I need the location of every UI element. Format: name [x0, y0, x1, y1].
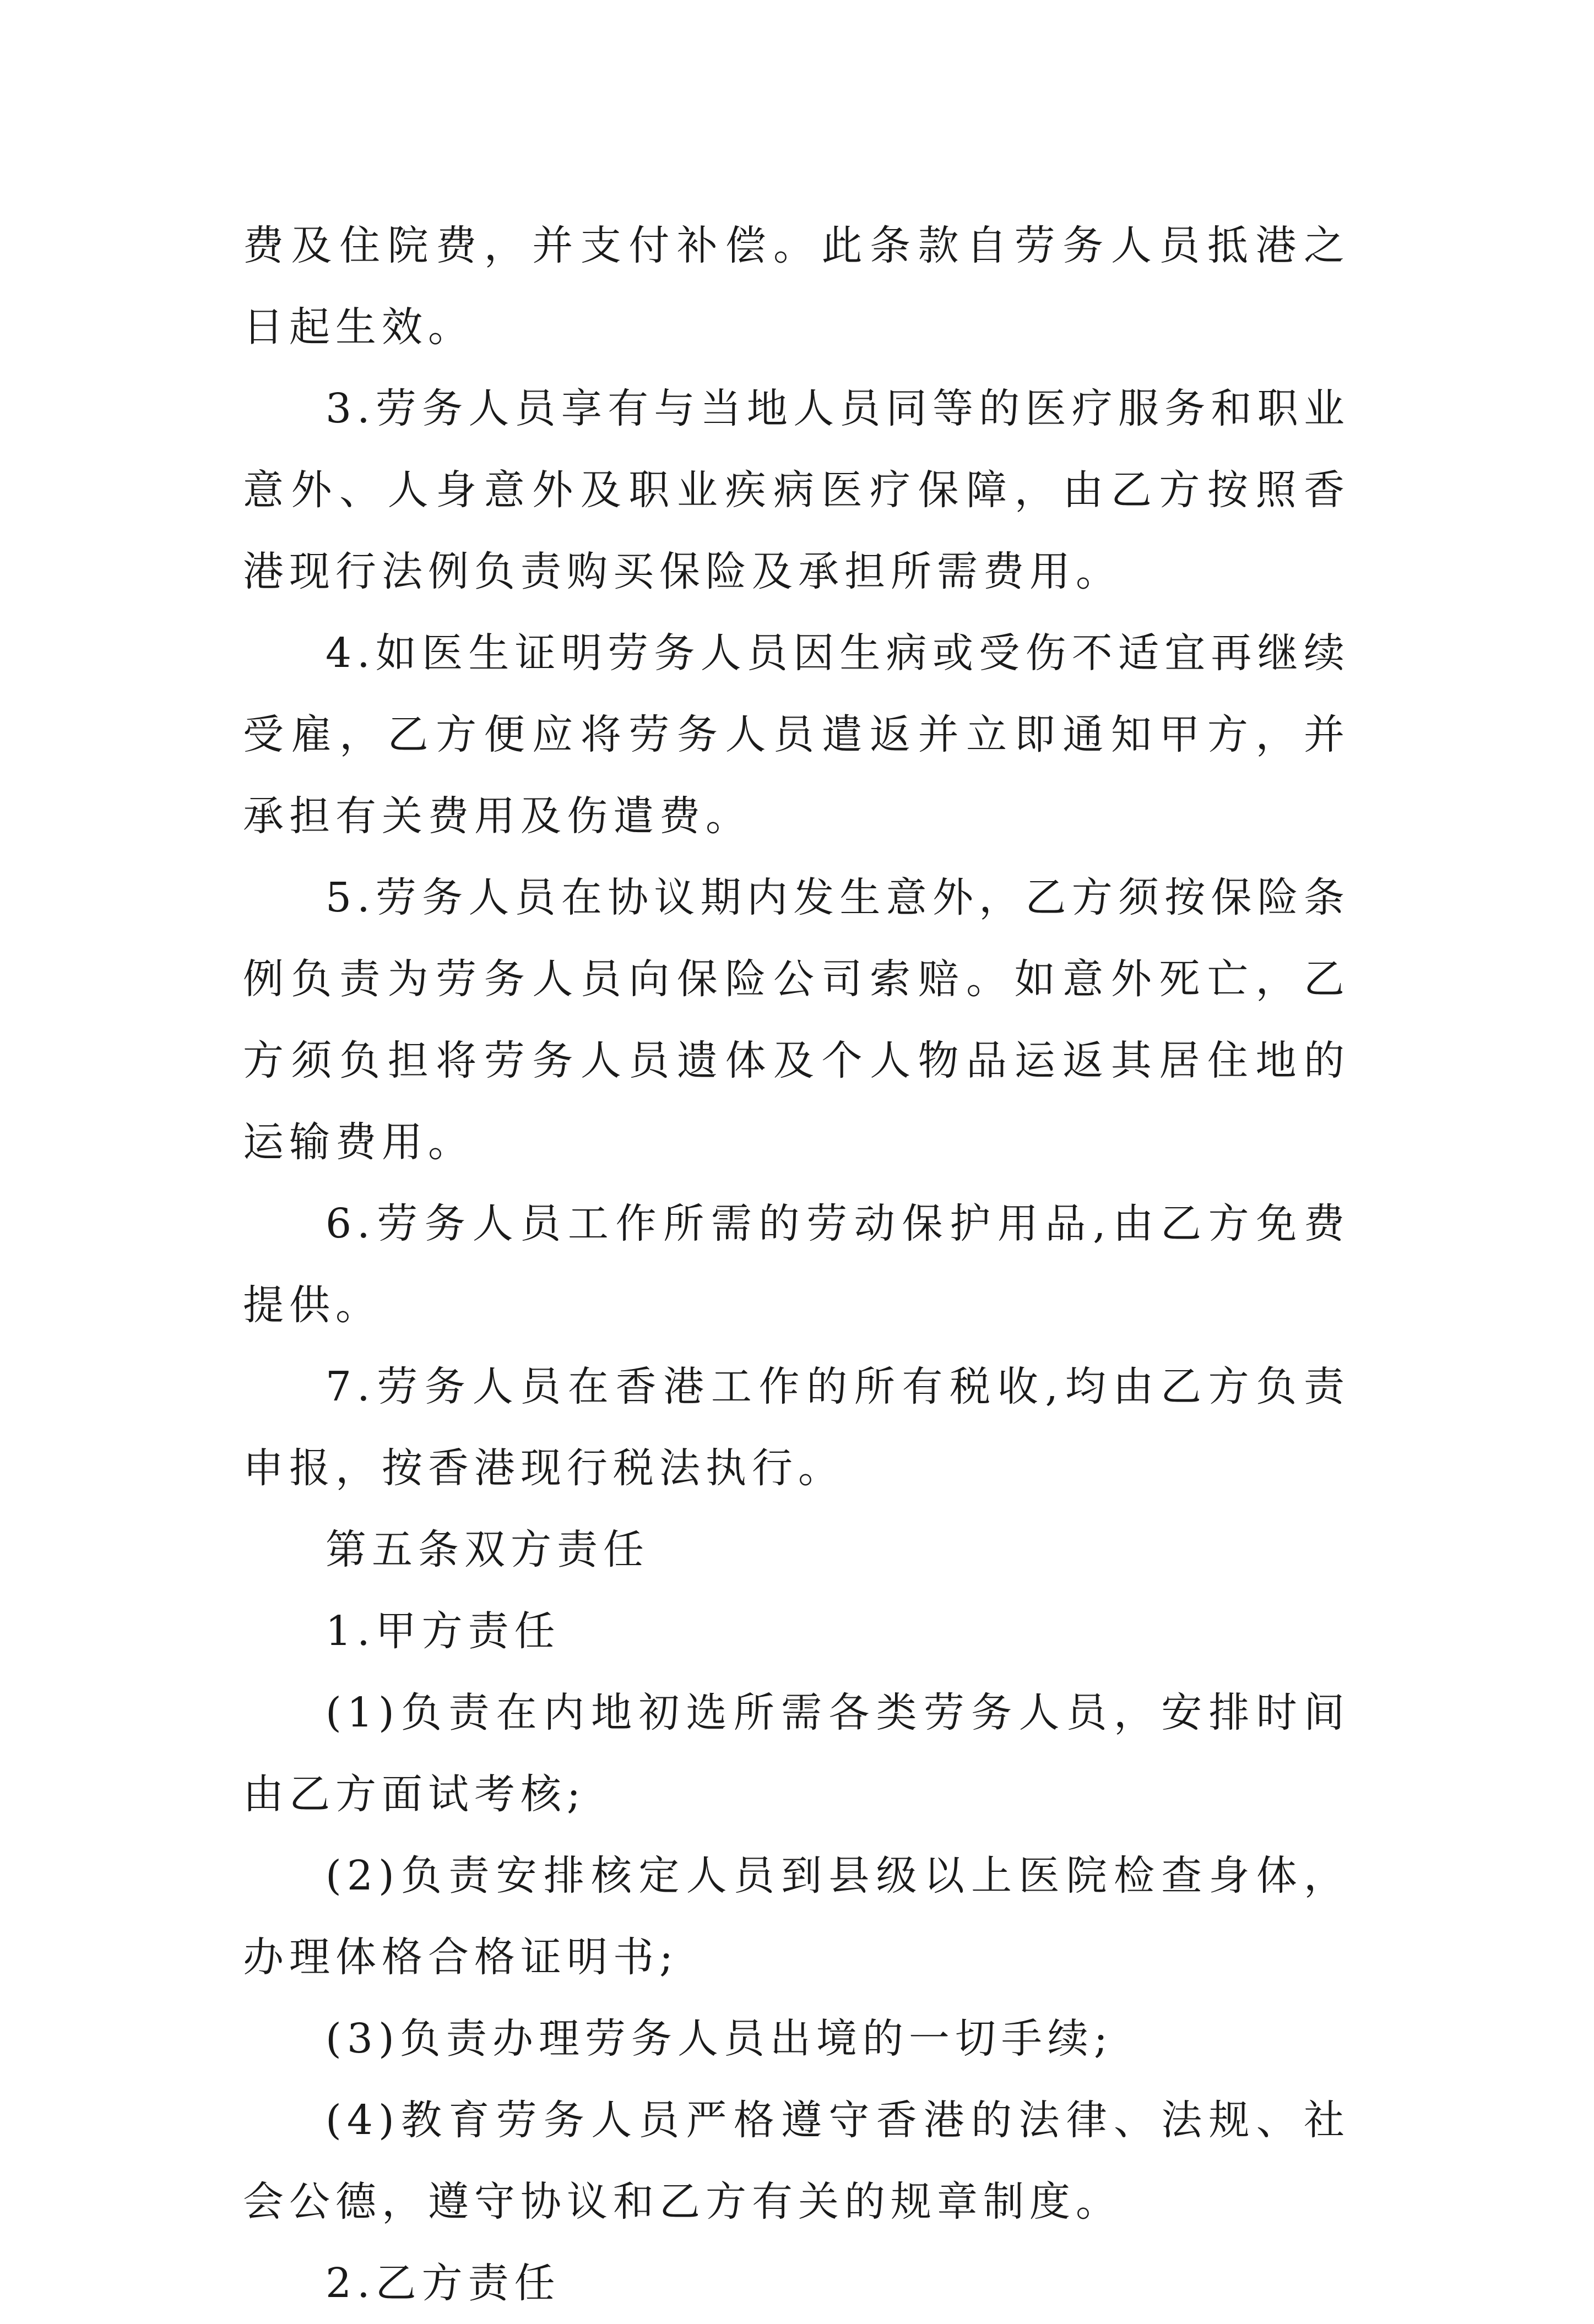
subheading-party-a: 1.甲方责任	[326, 1608, 561, 1655]
paragraph-item-3: 3.劳务人员享有与当地人员同等的医疗服务和职业意外、人身意外及职业疾病医疗保障，由乙方按照香港现行法例负责购买保险及承担所需费用。	[243, 385, 1350, 595]
paragraph-item-6: 6.劳务人员工作所需的劳动保护用品,由乙方免费提供。	[243, 1200, 1350, 1329]
paragraph-item-4: 4.如医生证明劳务人员因生病或受伤不适宜再继续受雇，乙方便应将劳务人员遣返并立即通知甲方，并承担有关费用及伤遣费。	[243, 629, 1350, 840]
party-a-duty-3: (3)负责办理劳务人员出境的一切手续;	[326, 2015, 1113, 2062]
party-a-duty-4: (4)教育劳务人员严格遵守香港的法律、法规、社会公德，遵守协议和乙方有关的规章制度。	[243, 2097, 1350, 2225]
party-a-duty-1: (1)负责在内地初选所需各类劳务人员，安排时间由乙方面试考核;	[243, 1689, 1350, 1818]
party-a-duty-2: (2)负责安排核定人员到县级以上医院检查身体，办理体格合格证明书;	[243, 1852, 1350, 1981]
subheading-party-b: 2.乙方责任	[326, 2260, 561, 2307]
section-heading-article-5: 第五条双方责任	[326, 1526, 649, 1573]
paragraph-continuation: 费及住院费，并支付补偿。此条款自劳务人员抵港之日起生效。	[243, 222, 1350, 351]
paragraph-item-7: 7.劳务人员在香港工作的所有税收,均由乙方负责申报，按香港现行税法执行。	[243, 1363, 1350, 1492]
document-body	[243, 205, 1350, 2324]
paragraph-item-5: 5.劳务人员在协议期内发生意外，乙方须按保险条例负责为劳务人员向保险公司索赔。如意外死亡，乙方须负担将劳务人员遗体及个人物品运返其居住地的运输费用。	[243, 874, 1350, 1166]
